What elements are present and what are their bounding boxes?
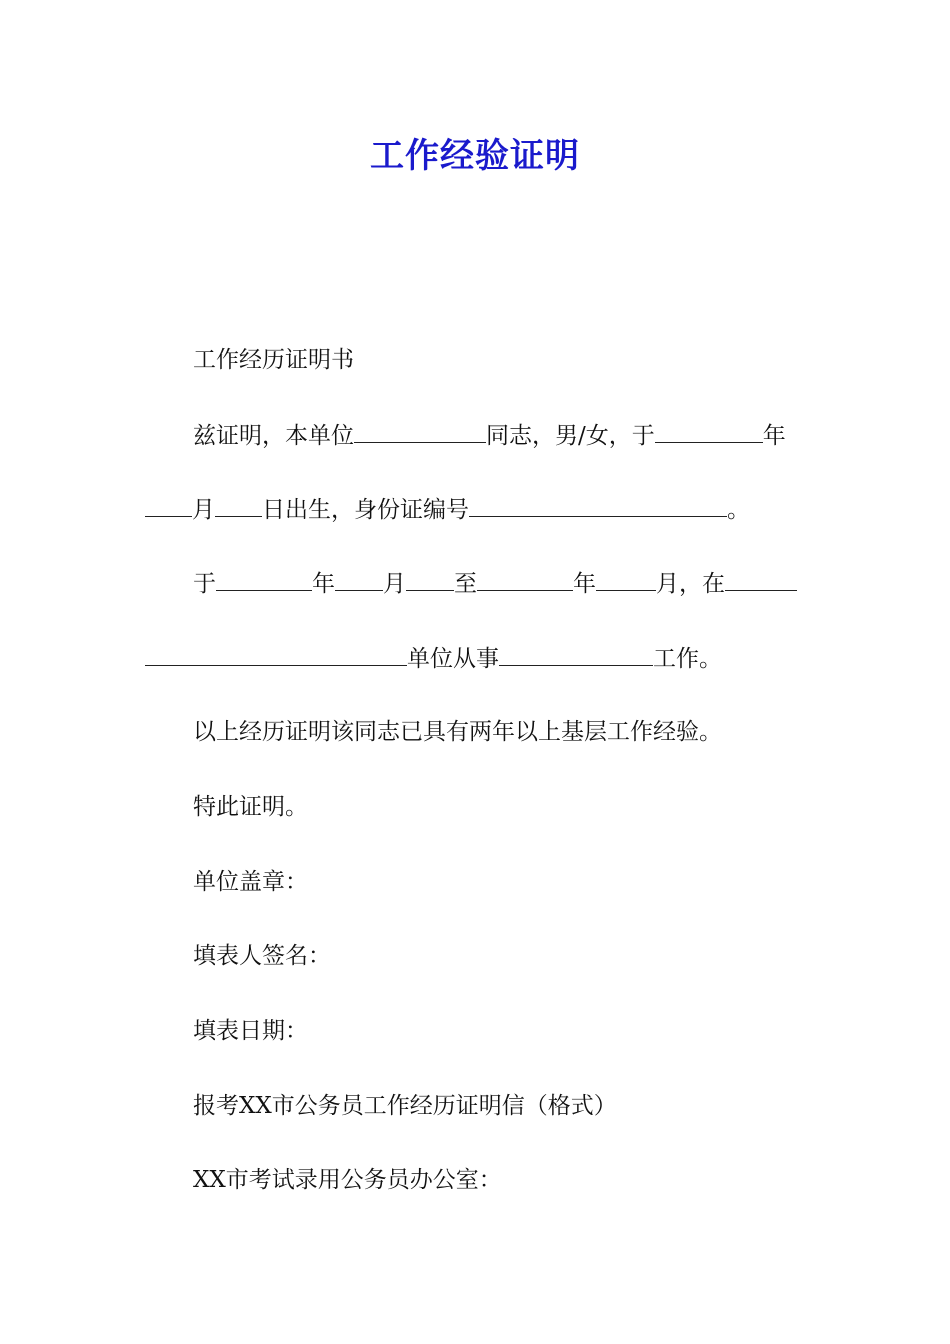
employer-blank-start [725,568,797,591]
experience-statement: 以上经历证明该同志已具有两年以上基层工作经验。 [193,719,722,745]
birth-month-blank [145,494,192,517]
text-segment: 工作。 [653,646,722,672]
certificate-heading: 工作经历证明书 [193,347,354,373]
date-label: 填表日期： [193,1018,308,1044]
start-day-blank [406,568,454,591]
text-segment: 月 [383,571,406,597]
text-segment: 兹证明，本单位 [193,423,354,449]
signer-label: 填表人签名： [193,943,331,969]
employer-blank [145,643,407,666]
job-blank [499,643,653,666]
id-number-blank [469,494,727,517]
text-segment: 月 [192,497,215,523]
document-title: 工作经验证明 [370,136,580,176]
paragraph-line-2 [145,494,750,525]
paragraph-line-1 [193,420,786,451]
birth-day-blank [215,494,262,517]
start-month-blank [335,568,383,591]
text-segment: 至 [454,571,477,597]
second-document-title: 报考XX市公务员工作经历证明信（格式） [193,1093,617,1119]
birth-year-blank [655,420,763,443]
stamp-label: 单位盖章： [193,869,308,895]
text-segment: 单位从事 [407,646,499,672]
text-segment: 。 [727,497,750,523]
paragraph-line-3 [193,568,797,599]
end-month-blank [596,568,656,591]
text-segment: 日出生，身份证编号 [262,497,469,523]
text-segment: 年 [573,571,596,597]
start-year-blank [216,568,312,591]
text-segment: 月，在 [656,571,725,597]
closing-text: 特此证明。 [193,794,308,820]
end-year-blank [477,568,573,591]
paragraph-line-4 [145,643,722,674]
text-segment: 于 [193,571,216,597]
text-segment: 年 [762,423,786,449]
addressee: XX市考试录用公务员办公室： [193,1167,502,1193]
name-blank [354,420,486,443]
text-segment: 年 [312,571,335,597]
text-segment: 同志，男/女，于 [486,423,655,449]
